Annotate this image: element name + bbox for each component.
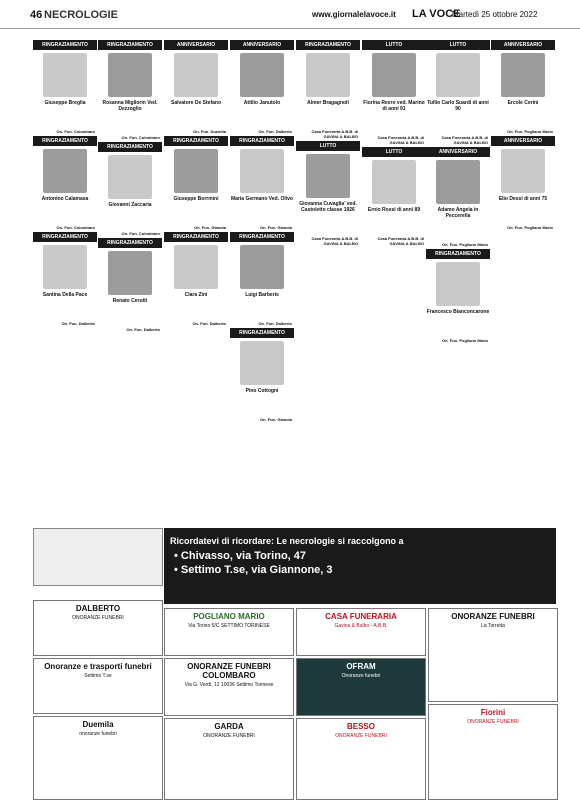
funeral-home-signature: On. Fun. Dalberto xyxy=(258,129,292,134)
notice-type-band: RINGRAZIAMENTO xyxy=(164,232,228,242)
ad-small-topleft xyxy=(33,528,163,586)
notice-text-block xyxy=(33,108,97,128)
notice-text-block xyxy=(230,396,294,416)
deceased-photo xyxy=(501,53,545,97)
notice-type-band: RINGRAZIAMENTO xyxy=(33,232,97,242)
deceased-name: Ernio Rossi di anni 89 xyxy=(367,207,421,213)
deceased-name: Elio Dessi di anni 75 xyxy=(498,196,548,202)
funeral-home-signature: On. Fun. Dalberto xyxy=(126,327,160,332)
section-title: NECROLOGIE xyxy=(44,9,118,21)
notice-type-band: RINGRAZIAMENTO xyxy=(296,40,360,50)
notice-type-band: RINGRAZIAMENTO xyxy=(426,249,490,259)
notice-type-band: RINGRAZIAMENTO xyxy=(164,136,228,146)
ad-colombaro-sub: Via G. Verdi, 12 10036 Settimo Torinese xyxy=(184,682,274,688)
deceased-name: Rosanna Migliorin Ved. Dezzoglio xyxy=(102,100,158,112)
deceased-name: Maria Germano Ved. Olivo xyxy=(231,196,293,202)
ad-pogliano[interactable] xyxy=(164,608,294,656)
deceased-photo xyxy=(436,53,480,97)
ad-fiorini-title: Fiorini xyxy=(480,708,506,717)
ad-pogliano-title: POGLIANO MARIO xyxy=(193,612,265,621)
ad-besso-sub: ONORANZE FUNEBRI xyxy=(335,733,387,739)
deceased-photo xyxy=(108,251,152,295)
deceased-photo xyxy=(174,245,218,289)
deceased-photo xyxy=(240,341,284,385)
notice-type-band: ANNIVERSARIO xyxy=(426,147,490,157)
masthead: LA VOCE xyxy=(412,8,461,20)
obituary-column xyxy=(491,38,555,231)
deceased-photo xyxy=(43,245,87,289)
site-url[interactable]: www.giornalelavoce.it xyxy=(312,10,396,19)
deceased-photo xyxy=(174,149,218,193)
deceased-photo xyxy=(240,245,284,289)
notice-text-block xyxy=(230,108,294,128)
ad-fiorini-sub: ONORANZE FUNEBRI xyxy=(467,719,519,725)
deceased-photo xyxy=(372,160,416,204)
ad-gavina[interactable] xyxy=(296,608,426,656)
deceased-photo xyxy=(372,53,416,97)
funeral-home-signature: On. Fun. Gianola xyxy=(260,417,292,422)
notice-text-block xyxy=(33,300,97,320)
notice-text-block xyxy=(426,221,490,241)
notice-text-block xyxy=(98,210,162,230)
ad-fiorini[interactable] xyxy=(428,704,558,800)
deceased-photo xyxy=(108,155,152,199)
notice-type-band: ANNIVERSARIO xyxy=(164,40,228,50)
funeral-home-signature: Casa Funeraria A.B.B. di GAVINA & BALBO xyxy=(311,129,358,139)
deceased-name: Giuseppe Breglia xyxy=(44,100,86,106)
ad-dalberto-title: DALBERTO xyxy=(75,604,121,613)
deceased-name: Luigi Barberis xyxy=(245,292,279,298)
funeral-home-signature: On. Fun. Pogliano Mario xyxy=(442,338,488,343)
ad-rosso-title: Onoranze e trasporti funebri xyxy=(44,662,152,671)
funeral-home-signature: On. Fun. Colombaro xyxy=(121,135,160,140)
funeral-home-signature: On. Fun. Colombaro xyxy=(56,225,95,230)
deceased-name: Clara Zini xyxy=(184,292,208,298)
notice-text-block xyxy=(33,204,97,224)
notice-text-block xyxy=(230,204,294,224)
ad-colombaro[interactable] xyxy=(164,658,294,716)
ad-dalberto-sub: ONORANZE FUNEBRI xyxy=(72,615,124,621)
notice-type-band: ANNIVERSARIO xyxy=(230,40,294,50)
deceased-photo xyxy=(501,149,545,193)
deceased-name: Giuseppe Borrmini xyxy=(173,196,219,202)
ad-gavina-title: CASA FUNERARIA xyxy=(325,612,397,621)
notice-type-band: RINGRAZIAMENTO xyxy=(230,232,294,242)
deceased-name: Francesco Bianconcarone xyxy=(426,309,490,315)
obituary-column xyxy=(164,38,228,327)
ad-ofram[interactable] xyxy=(296,658,426,716)
ad-gavina-sub: Gavina & Balbo - A.B.B. xyxy=(334,623,388,629)
notice-type-band: ANNIVERSARIO xyxy=(491,136,555,146)
deceased-name: Almer Bragagnoli xyxy=(307,100,349,106)
notice-type-band: RINGRAZIAMENTO xyxy=(98,40,162,50)
obituary-column xyxy=(362,38,426,247)
page-header xyxy=(0,0,580,29)
funeral-home-signature: On. Fun. Dalberto xyxy=(61,321,95,326)
page-number: 46 xyxy=(30,9,43,21)
notice-text-block xyxy=(426,114,490,134)
funeral-home-signature: Casa Funeraria A.B.B. di GAVINA & BALBO xyxy=(377,135,424,145)
banner-address-2: • Settimo T.se, via Giannone, 3 xyxy=(174,564,333,576)
deceased-name: Giovanna Cuvaglia' ved. Castoletto classe 1926 xyxy=(299,201,357,213)
ad-besso[interactable] xyxy=(296,718,426,800)
notice-text-block xyxy=(362,114,426,134)
obituary-column xyxy=(426,38,490,344)
deceased-photo xyxy=(240,149,284,193)
funeral-home-signature: On. Fun. Gianola xyxy=(260,225,292,230)
notice-text-block xyxy=(230,300,294,320)
notice-banner xyxy=(164,528,556,604)
funeral-home-signature: Casa Funeraria A.B.B. di GAVINA & BALBO xyxy=(377,236,424,246)
funeral-home-signature: On. Fun. Pogliano Mario xyxy=(507,129,553,134)
ad-colombaro-title: ONORANZE FUNEBRI COLOMBARO xyxy=(187,662,271,680)
funeral-home-signature: On. Fun. Pogliano Mario xyxy=(507,225,553,230)
funeral-home-signature: On. Fun. Colombaro xyxy=(56,129,95,134)
deceased-name: Attilio Janutolo xyxy=(243,100,281,106)
notice-type-band: RINGRAZIAMENTO xyxy=(230,328,294,338)
ad-torretta-title: ONORANZE FUNEBRI xyxy=(451,612,535,621)
notice-type-band: RINGRAZIAMENTO xyxy=(33,40,97,50)
deceased-name: Ercole Cerini xyxy=(507,100,539,106)
funeral-home-signature: On. Fun. Dalberto xyxy=(192,321,226,326)
notice-type-band: RINGRAZIAMENTO xyxy=(98,142,162,152)
banner-address-1: • Chivasso, via Torino, 47 xyxy=(174,550,307,562)
deceased-name: Giovanni Zaccaria xyxy=(108,202,152,208)
notice-text-block xyxy=(362,215,426,235)
notice-text-block xyxy=(98,306,162,326)
notice-text-block xyxy=(296,215,360,235)
deceased-photo xyxy=(43,53,87,97)
notice-text-block xyxy=(164,204,228,224)
deceased-name: Antonino Calamasa xyxy=(41,196,89,202)
deceased-name: Renato Cerutti xyxy=(112,298,148,304)
funeral-home-signature: On. Fun. Duemila xyxy=(193,129,226,134)
notice-type-band: LUTTO xyxy=(362,147,426,157)
deceased-name: Salvatore De Stefano xyxy=(170,100,222,106)
notice-text-block xyxy=(164,108,228,128)
notice-type-band: LUTTO xyxy=(426,40,490,50)
notice-text-block xyxy=(426,317,490,337)
banner-heading: Ricordatevi di ricordare: Le necrologie si raccolgono a xyxy=(170,536,404,546)
funeral-home-signature: Casa Funeraria A.B.B. di GAVINA & BALBO xyxy=(441,135,488,145)
deceased-photo xyxy=(43,149,87,193)
notice-type-band: RINGRAZIAMENTO xyxy=(33,136,97,146)
notice-text-block xyxy=(296,108,360,128)
notice-type-band: RINGRAZIAMENTO xyxy=(98,238,162,248)
deceased-name: Tullio Carlo Suardi di anni 90 xyxy=(427,100,489,112)
obituary-column xyxy=(33,38,97,327)
notice-type-band: LUTTO xyxy=(362,40,426,50)
ad-besso-title: BESSO xyxy=(346,722,375,731)
funeral-home-signature: On. Fun. Dalberto xyxy=(258,321,292,326)
ad-rosso[interactable] xyxy=(33,658,163,714)
funeral-home-signature: On. Fun. Gianola xyxy=(194,225,226,230)
obituary-column xyxy=(230,38,294,423)
ad-ofram-title: OFRAM xyxy=(346,662,376,671)
deceased-photo xyxy=(240,53,284,97)
issue-date: Martedì 25 ottobre 2022 xyxy=(452,10,538,19)
ad-duemila-sub: onoranze funebri xyxy=(79,731,117,737)
ad-duemila-title: Duemila xyxy=(82,720,114,729)
notice-text-block xyxy=(491,204,555,224)
deceased-photo xyxy=(174,53,218,97)
ad-ofram-sub: Onoranze funebri xyxy=(341,673,381,679)
notice-text-block xyxy=(491,108,555,128)
notice-type-band: ANNIVERSARIO xyxy=(491,40,555,50)
ad-duemila[interactable] xyxy=(33,716,163,800)
deceased-photo xyxy=(436,262,480,306)
ad-garda-sub: ONORANZE FUNEBRI xyxy=(203,733,255,739)
funeral-home-signature: On. Fun. Pogliano Mario xyxy=(442,242,488,247)
deceased-name: Adamo Angela in Peccerella xyxy=(437,207,479,219)
obituary-column xyxy=(98,38,162,333)
notice-type-band: RINGRAZIAMENTO xyxy=(230,136,294,146)
deceased-name: Fiorina Revro ved. Marino di anni 91 xyxy=(363,100,425,112)
deceased-photo xyxy=(306,53,350,97)
obituary-column xyxy=(296,38,360,247)
notice-text-block xyxy=(164,300,228,320)
deceased-name: Santina Della Pace xyxy=(42,292,88,298)
ad-rosso-sub: Settimo T.se xyxy=(84,673,112,679)
deceased-photo xyxy=(108,53,152,97)
notice-type-band: LUTTO xyxy=(296,141,360,151)
deceased-name: Pino Cottogni xyxy=(245,388,279,394)
ad-torretta[interactable] xyxy=(428,608,558,702)
ad-pogliano-sub: Via Torino 5/C SETTIMO TORINESE xyxy=(188,623,270,629)
deceased-photo xyxy=(306,154,350,198)
ad-torretta-sub: La Torretta xyxy=(481,623,505,629)
ad-garda[interactable] xyxy=(164,718,294,800)
notice-text-block xyxy=(98,114,162,134)
funeral-home-signature: Casa Funeraria A.B.B. di GAVINA & BALBO xyxy=(311,236,358,246)
deceased-photo xyxy=(436,160,480,204)
ad-garda-title: GARDA xyxy=(214,722,244,731)
ad-dalberto[interactable] xyxy=(33,600,163,656)
funeral-home-signature: On. Fun. Colombaro xyxy=(121,231,160,236)
